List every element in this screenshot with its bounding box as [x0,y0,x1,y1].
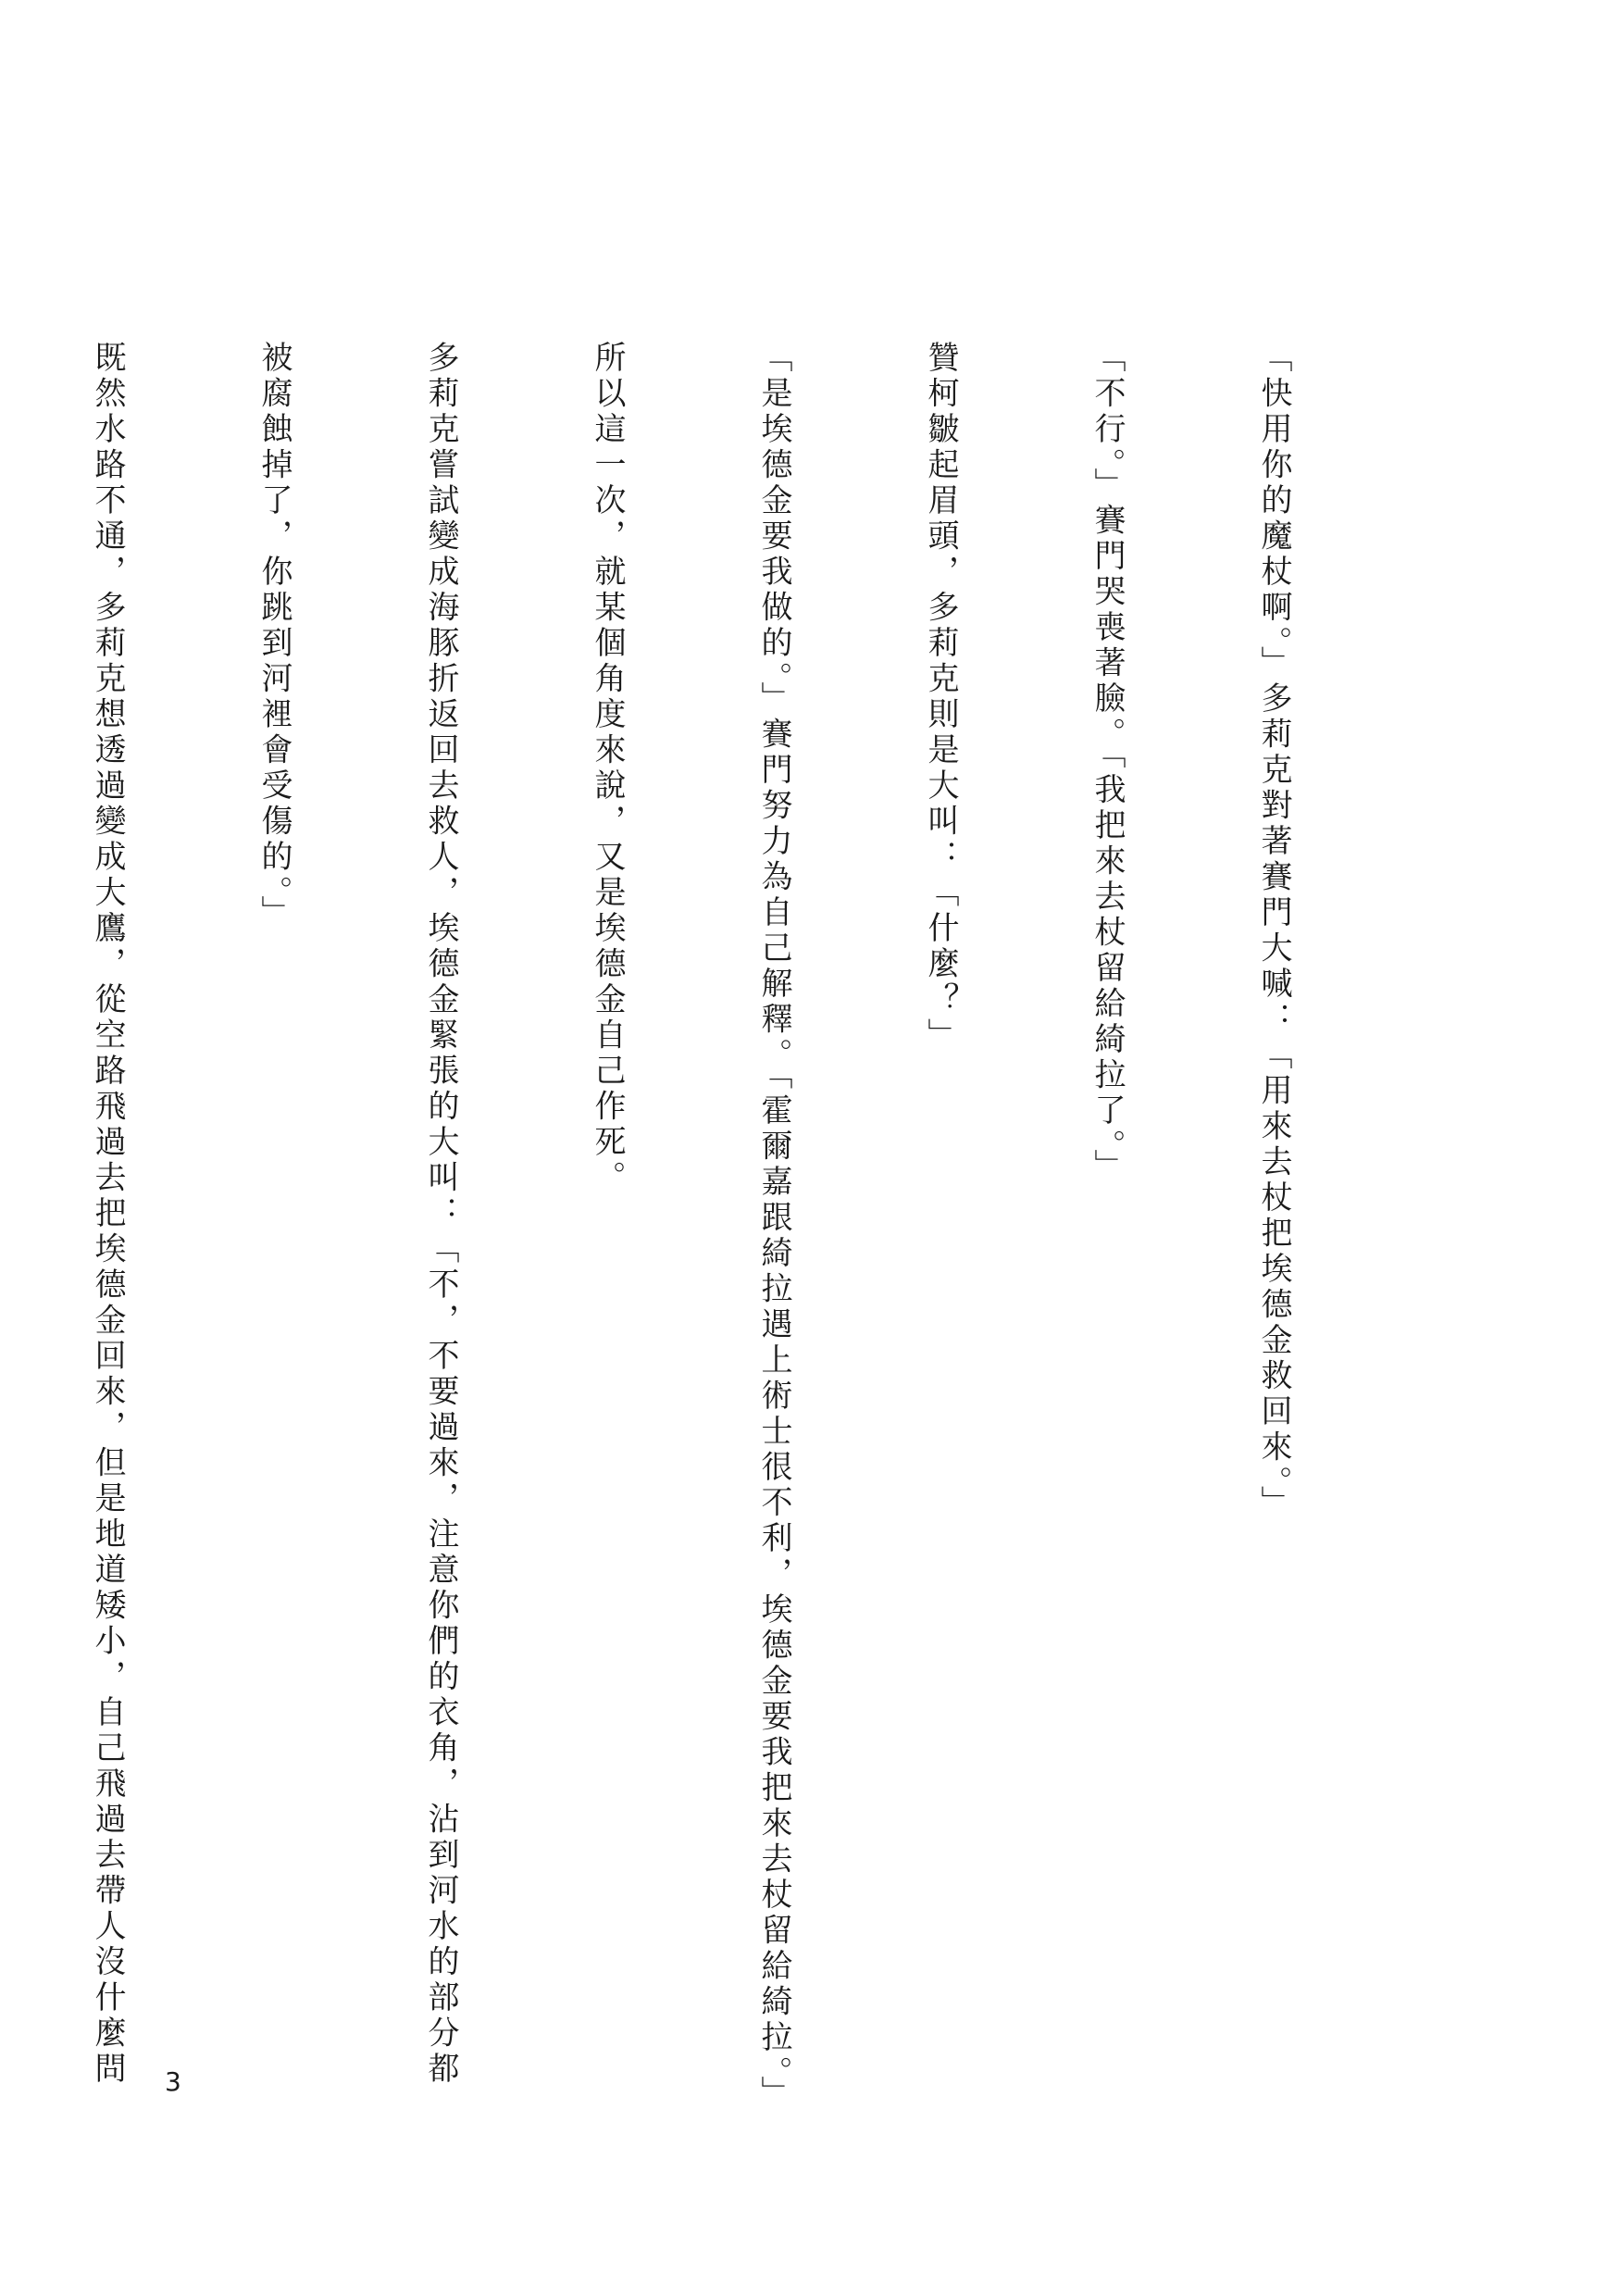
text-line-7: 被腐蝕掉了，你跳到河裡會受傷的。」 [255,341,292,931]
vertical-text-block [0,341,1413,2112]
text-line-2: 「不行。」賽門哭喪著臉。「我把來去杖留給綺拉了。」 [1089,341,1126,1185]
text-line-1: 「快用你的魔杖啊。」多莉克對著賽門大喊：「用來去杖把埃德金救回來。」 [1255,341,1292,1521]
text-line-4: 「是埃德金要我做的。」賽門努力為自己解釋。「霍爾嘉跟綺拉遇上術士很不利，埃德金要我把來去杖留給綺拉。」 [755,341,792,2112]
text-line-6: 多莉克嘗試變成海豚折返回去救人，埃德金緊張的大叫：「不，不要過來，注意你們的衣角，沾到河水的部分都 [422,341,459,2088]
page-number: 3 [165,2066,181,2097]
text-line-3: 贊柯皺起眉頭，多莉克則是大叫：「什麼？」 [922,341,959,1054]
text-line-8: 既然水路不通，多莉克想透過變成大鷹，從空路飛過去把埃德金回來，但是地道矮小，自己飛過去帶人沒什麼問 [89,341,126,2088]
text-line-5: 所以這一次，就某個角度來說，又是埃德金自己作死。 [589,341,626,1196]
